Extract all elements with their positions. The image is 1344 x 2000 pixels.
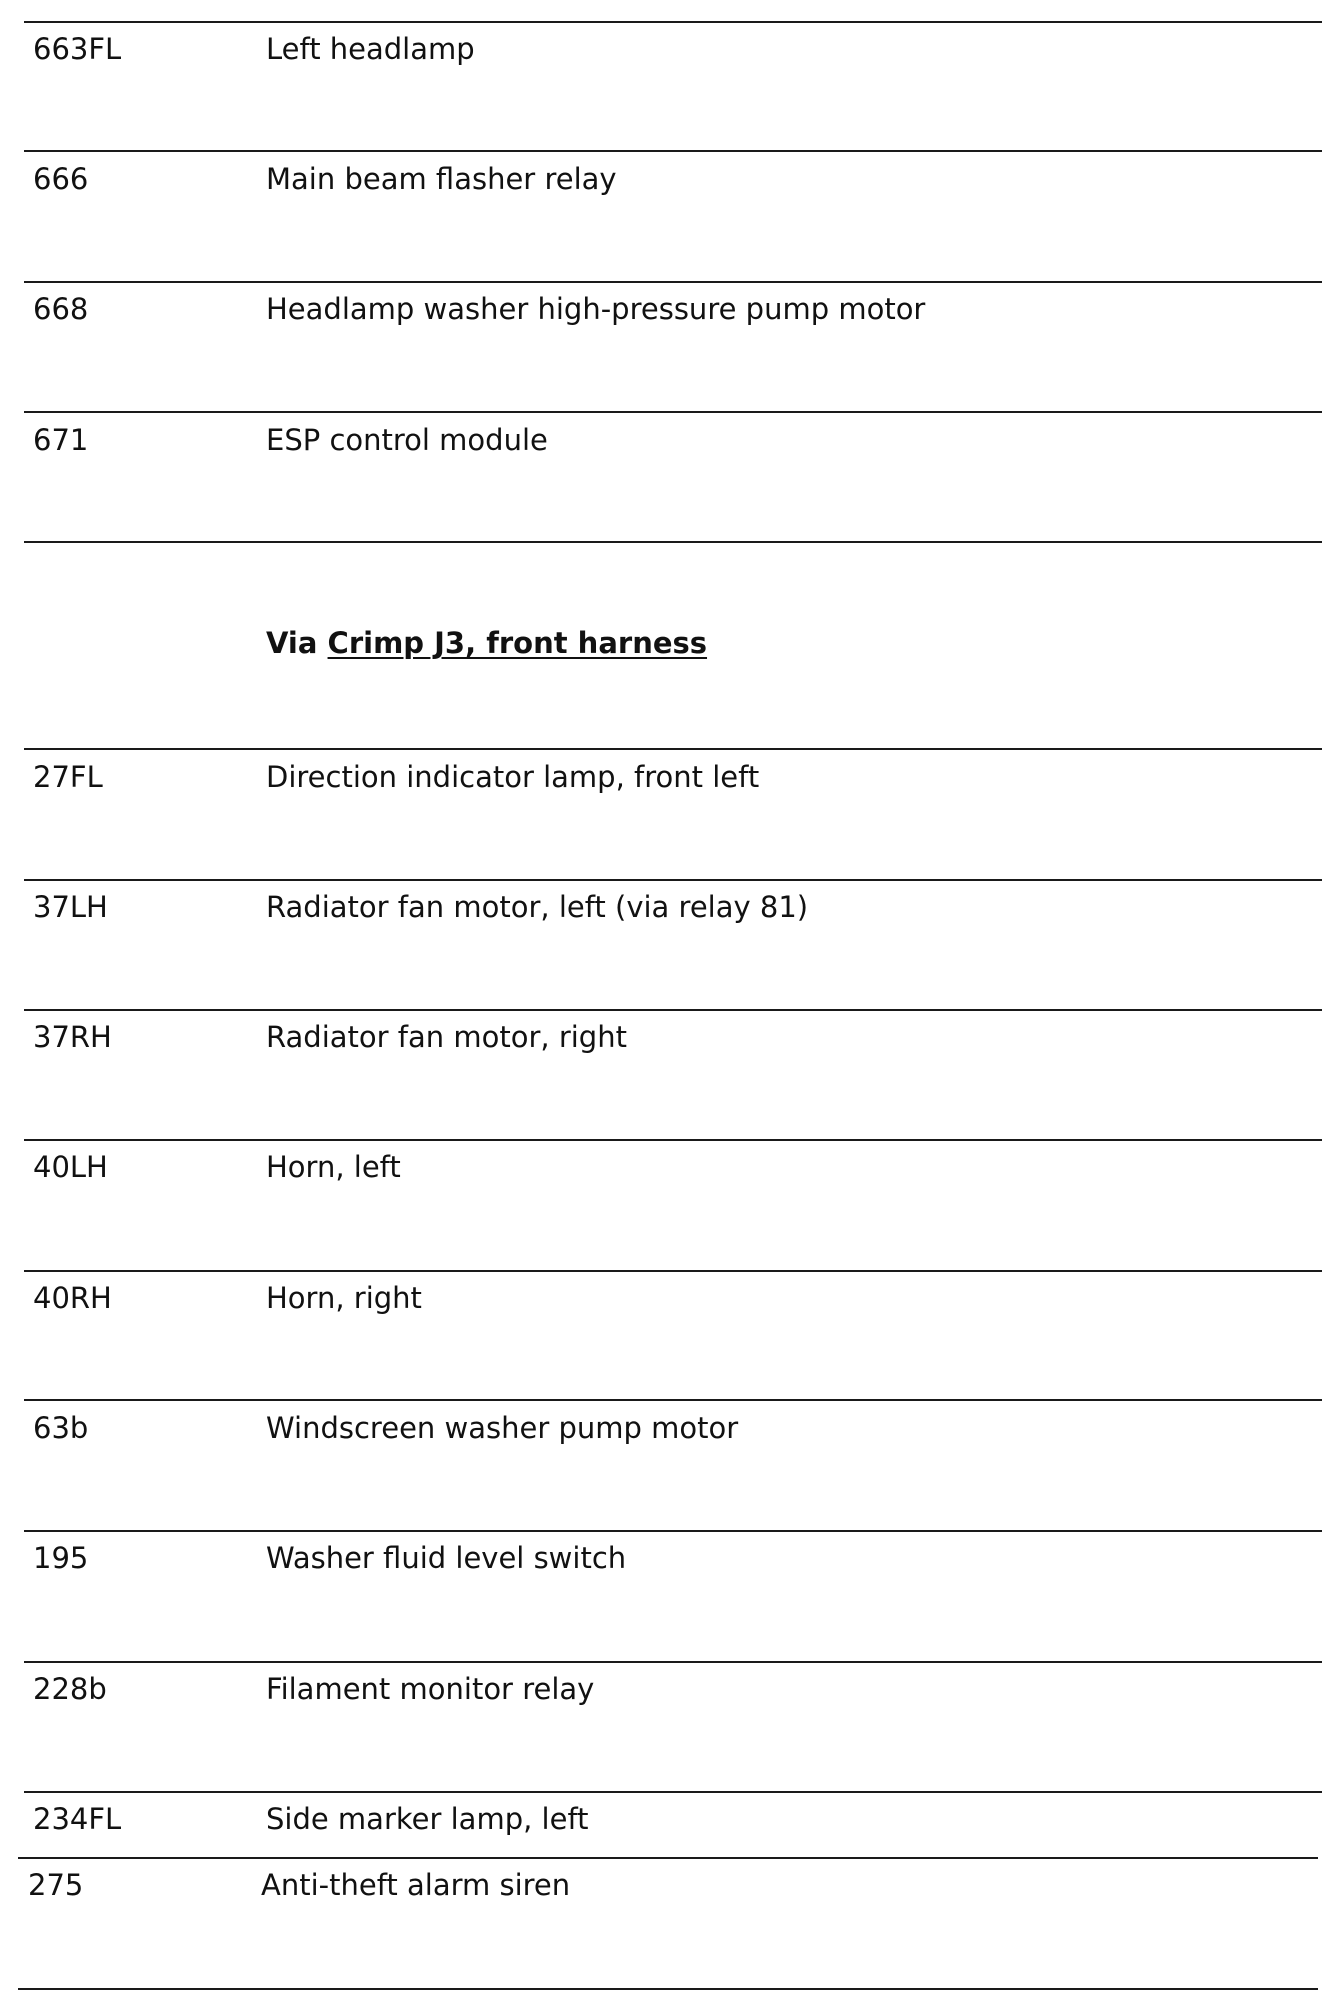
component-code: 228b — [33, 1672, 107, 1706]
component-code: 195 — [33, 1541, 89, 1575]
component-description: Windscreen washer pump motor — [266, 1411, 739, 1445]
table-divider — [24, 1661, 1322, 1663]
component-description: Washer fluid level switch — [266, 1541, 627, 1575]
table-divider — [24, 1791, 1322, 1793]
table-divider — [24, 748, 1322, 750]
table-divider — [24, 1530, 1322, 1532]
table-divider — [24, 879, 1322, 881]
component-code: 40RH — [33, 1281, 112, 1315]
table-divider — [18, 1988, 1318, 1990]
table-divider — [24, 1270, 1322, 1272]
crimp-j3-link[interactable]: Crimp J3, front harness — [327, 626, 708, 660]
table-divider — [24, 1009, 1322, 1011]
component-code: 27FL — [33, 760, 103, 794]
table-divider — [24, 1139, 1322, 1141]
component-code: 671 — [33, 423, 89, 457]
table-divider — [24, 411, 1322, 413]
component-code: 37LH — [33, 890, 108, 924]
component-description: Anti-theft alarm siren — [261, 1868, 571, 1902]
component-code: 668 — [33, 292, 89, 326]
section-heading — [266, 625, 707, 661]
component-description: Radiator fan motor, left (via relay 81) — [266, 890, 809, 924]
component-code: 663FL — [33, 32, 122, 66]
component-description: Horn, left — [266, 1150, 401, 1184]
component-description: Horn, right — [266, 1281, 422, 1315]
component-description: Direction indicator lamp, front left — [266, 760, 760, 794]
component-code: 275 — [28, 1868, 84, 1902]
component-description: ESP control module — [266, 423, 548, 457]
component-description: Headlamp washer high-pressure pump motor — [266, 292, 926, 326]
table-divider — [24, 541, 1322, 543]
table-divider — [24, 21, 1322, 23]
component-description: Main beam flasher relay — [266, 162, 617, 196]
component-description: Radiator fan motor, right — [266, 1020, 627, 1054]
component-code: 40LH — [33, 1150, 108, 1184]
component-code: 63b — [33, 1411, 89, 1445]
component-code: 666 — [33, 162, 89, 196]
section-heading-prefix: Via — [266, 626, 328, 660]
component-description: Side marker lamp, left — [266, 1802, 589, 1836]
table-divider — [24, 150, 1322, 152]
component-description: Filament monitor relay — [266, 1672, 595, 1706]
component-code: 37RH — [33, 1020, 112, 1054]
component-description: Left headlamp — [266, 32, 475, 66]
table-divider — [18, 1857, 1318, 1859]
table-divider — [24, 1399, 1322, 1401]
table-divider — [24, 281, 1322, 283]
component-code: 234FL — [33, 1802, 122, 1836]
